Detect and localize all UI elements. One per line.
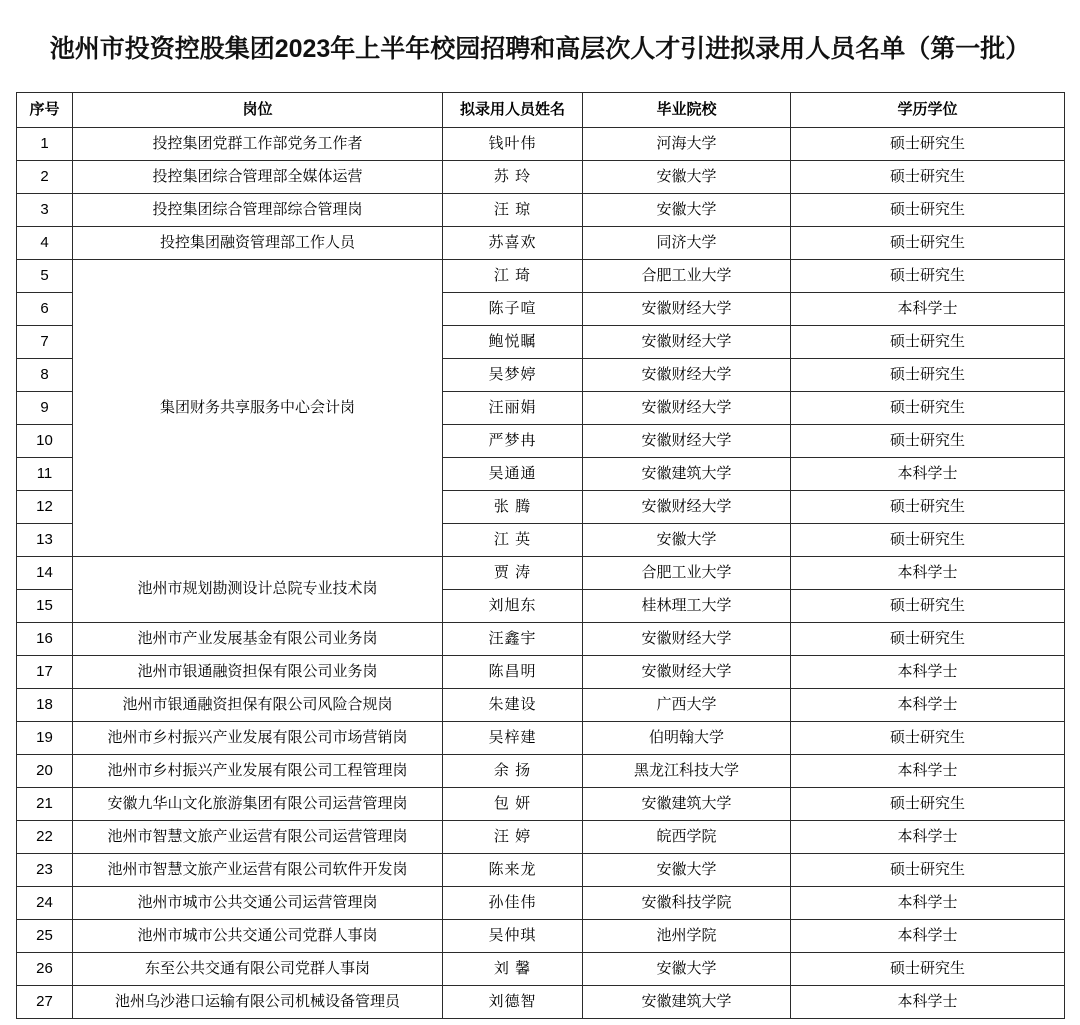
cell-degree: 硕士研究生: [791, 260, 1065, 293]
cell-seq: 6: [17, 293, 73, 326]
cell-school: 广西大学: [583, 689, 791, 722]
cell-seq: 3: [17, 194, 73, 227]
cell-degree: 本科学士: [791, 821, 1065, 854]
cell-seq: 7: [17, 326, 73, 359]
cell-degree: 硕士研究生: [791, 425, 1065, 458]
table-row: [17, 953, 1065, 986]
cell-post: 池州市城市公共交通公司运营管理岗: [73, 887, 443, 920]
cell-degree: 硕士研究生: [791, 953, 1065, 986]
table-row: [17, 557, 1065, 590]
cell-post: 池州市智慧文旅产业运营有限公司软件开发岗: [73, 854, 443, 887]
table-row: [17, 260, 1065, 293]
cell-school: 安徽财经大学: [583, 293, 791, 326]
cell-school: 伯明翰大学: [583, 722, 791, 755]
table-row: [17, 128, 1065, 161]
cell-degree: 硕士研究生: [791, 161, 1065, 194]
cell-name: 吴梦婷: [443, 359, 583, 392]
column-header-seq: 序号: [17, 93, 73, 128]
cell-school: 安徽财经大学: [583, 491, 791, 524]
cell-school: 安徽建筑大学: [583, 986, 791, 1019]
cell-degree: 本科学士: [791, 458, 1065, 491]
cell-degree: 硕士研究生: [791, 788, 1065, 821]
cell-degree: 本科学士: [791, 986, 1065, 1019]
table-row: [17, 227, 1065, 260]
column-header-degree: 学历学位: [791, 93, 1065, 128]
cell-degree: 硕士研究生: [791, 491, 1065, 524]
table-row: [17, 194, 1065, 227]
cell-seq: 9: [17, 392, 73, 425]
roster-table: [16, 92, 1065, 1019]
table-row: [17, 689, 1065, 722]
cell-school: 安徽大学: [583, 854, 791, 887]
table-row: [17, 887, 1065, 920]
cell-name: 陈来龙: [443, 854, 583, 887]
cell-seq: 14: [17, 557, 73, 590]
cell-seq: 12: [17, 491, 73, 524]
cell-school: 安徽财经大学: [583, 359, 791, 392]
table-row: [17, 623, 1065, 656]
cell-school: 安徽财经大学: [583, 425, 791, 458]
cell-name: 汪丽娟: [443, 392, 583, 425]
cell-name: 刘 馨: [443, 953, 583, 986]
cell-seq: 20: [17, 755, 73, 788]
cell-post: 投控集团融资管理部工作人员: [73, 227, 443, 260]
cell-post: 池州市智慧文旅产业运营有限公司运营管理岗: [73, 821, 443, 854]
cell-seq: 5: [17, 260, 73, 293]
cell-post: 池州市银通融资担保有限公司风险合规岗: [73, 689, 443, 722]
cell-name: 汪 琼: [443, 194, 583, 227]
cell-seq: 17: [17, 656, 73, 689]
cell-school: 安徽大学: [583, 161, 791, 194]
cell-name: 吴仲琪: [443, 920, 583, 953]
cell-degree: 本科学士: [791, 557, 1065, 590]
cell-seq: 1: [17, 128, 73, 161]
cell-seq: 13: [17, 524, 73, 557]
cell-name: 余 扬: [443, 755, 583, 788]
cell-seq: 21: [17, 788, 73, 821]
cell-name: 刘德智: [443, 986, 583, 1019]
cell-post: 池州市银通融资担保有限公司业务岗: [73, 656, 443, 689]
cell-post: 池州市规划勘测设计总院专业技术岗: [73, 557, 443, 623]
cell-name: 张 腾: [443, 491, 583, 524]
cell-seq: 2: [17, 161, 73, 194]
cell-degree: 硕士研究生: [791, 359, 1065, 392]
table-row: [17, 986, 1065, 1019]
cell-name: 江 琦: [443, 260, 583, 293]
cell-name: 朱建设: [443, 689, 583, 722]
cell-school: 安徽大学: [583, 194, 791, 227]
table-row: [17, 755, 1065, 788]
table-row: [17, 920, 1065, 953]
table-row: [17, 722, 1065, 755]
cell-name: 陈昌明: [443, 656, 583, 689]
cell-degree: 本科学士: [791, 920, 1065, 953]
cell-degree: 本科学士: [791, 293, 1065, 326]
cell-school: 安徽财经大学: [583, 623, 791, 656]
cell-name: 贾 涛: [443, 557, 583, 590]
cell-school: 安徽科技学院: [583, 887, 791, 920]
column-header-post: 岗位: [73, 93, 443, 128]
cell-degree: 硕士研究生: [791, 524, 1065, 557]
cell-post: 投控集团党群工作部党务工作者: [73, 128, 443, 161]
cell-degree: 本科学士: [791, 656, 1065, 689]
cell-school: 合肥工业大学: [583, 557, 791, 590]
cell-school: 皖西学院: [583, 821, 791, 854]
cell-degree: 本科学士: [791, 755, 1065, 788]
cell-degree: 硕士研究生: [791, 854, 1065, 887]
cell-seq: 4: [17, 227, 73, 260]
column-header-name: 拟录用人员姓名: [443, 93, 583, 128]
page-title: 池州市投资控股集团2023年上半年校园招聘和高层次人才引进拟录用人员名单（第一批）: [49, 35, 1031, 63]
cell-name: 包 妍: [443, 788, 583, 821]
cell-degree: 硕士研究生: [791, 722, 1065, 755]
cell-post: 池州市乡村振兴产业发展有限公司工程管理岗: [73, 755, 443, 788]
cell-school: 安徽大学: [583, 524, 791, 557]
cell-school: 合肥工业大学: [583, 260, 791, 293]
cell-school: 安徽财经大学: [583, 326, 791, 359]
cell-name: 苏 玲: [443, 161, 583, 194]
cell-degree: 硕士研究生: [791, 128, 1065, 161]
cell-seq: 27: [17, 986, 73, 1019]
cell-seq: 23: [17, 854, 73, 887]
cell-name: 吴通通: [443, 458, 583, 491]
cell-seq: 8: [17, 359, 73, 392]
cell-school: 安徽财经大学: [583, 392, 791, 425]
cell-name: 苏喜欢: [443, 227, 583, 260]
cell-name: 鲍悦瞩: [443, 326, 583, 359]
cell-degree: 硕士研究生: [791, 392, 1065, 425]
cell-degree: 硕士研究生: [791, 227, 1065, 260]
cell-name: 严梦冉: [443, 425, 583, 458]
cell-post: 投控集团综合管理部全媒体运营: [73, 161, 443, 194]
cell-degree: 硕士研究生: [791, 194, 1065, 227]
cell-seq: 10: [17, 425, 73, 458]
cell-name: 汪鑫宇: [443, 623, 583, 656]
cell-degree: 本科学士: [791, 887, 1065, 920]
table-row: [17, 821, 1065, 854]
cell-school: 安徽财经大学: [583, 656, 791, 689]
cell-name: 吴梓建: [443, 722, 583, 755]
cell-school: 同济大学: [583, 227, 791, 260]
cell-school: 安徽建筑大学: [583, 458, 791, 491]
cell-degree: 硕士研究生: [791, 590, 1065, 623]
cell-seq: 25: [17, 920, 73, 953]
cell-seq: 22: [17, 821, 73, 854]
cell-post: 池州市产业发展基金有限公司业务岗: [73, 623, 443, 656]
cell-post: 池州市乡村振兴产业发展有限公司市场营销岗: [73, 722, 443, 755]
cell-post: 投控集团综合管理部综合管理岗: [73, 194, 443, 227]
cell-seq: 19: [17, 722, 73, 755]
table-row: [17, 854, 1065, 887]
cell-name: 汪 婷: [443, 821, 583, 854]
cell-school: 安徽建筑大学: [583, 788, 791, 821]
column-header-school: 毕业院校: [583, 93, 791, 128]
cell-seq: 18: [17, 689, 73, 722]
cell-name: 陈子喧: [443, 293, 583, 326]
table-body: [17, 128, 1065, 1019]
table-header: [17, 93, 1065, 128]
cell-seq: 24: [17, 887, 73, 920]
cell-school: 河海大学: [583, 128, 791, 161]
cell-post: 安徽九华山文化旅游集团有限公司运营管理岗: [73, 788, 443, 821]
cell-seq: 15: [17, 590, 73, 623]
cell-school: 桂林理工大学: [583, 590, 791, 623]
cell-name: 钱叶伟: [443, 128, 583, 161]
cell-post: 池州市城市公共交通公司党群人事岗: [73, 920, 443, 953]
cell-seq: 26: [17, 953, 73, 986]
cell-degree: 硕士研究生: [791, 623, 1065, 656]
table-row: [17, 161, 1065, 194]
cell-degree: 硕士研究生: [791, 326, 1065, 359]
cell-post: 池州乌沙港口运输有限公司机械设备管理员: [73, 986, 443, 1019]
cell-post: 东至公共交通有限公司党群人事岗: [73, 953, 443, 986]
cell-seq: 16: [17, 623, 73, 656]
cell-degree: 本科学士: [791, 689, 1065, 722]
cell-school: 黑龙江科技大学: [583, 755, 791, 788]
cell-seq: 11: [17, 458, 73, 491]
cell-name: 江 英: [443, 524, 583, 557]
cell-school: 安徽大学: [583, 953, 791, 986]
cell-name: 刘旭东: [443, 590, 583, 623]
cell-school: 池州学院: [583, 920, 791, 953]
table-row: [17, 788, 1065, 821]
header-row: [17, 93, 1065, 128]
cell-post: 集团财务共享服务中心会计岗: [73, 260, 443, 557]
cell-name: 孙佳伟: [443, 887, 583, 920]
table-row: [17, 656, 1065, 689]
